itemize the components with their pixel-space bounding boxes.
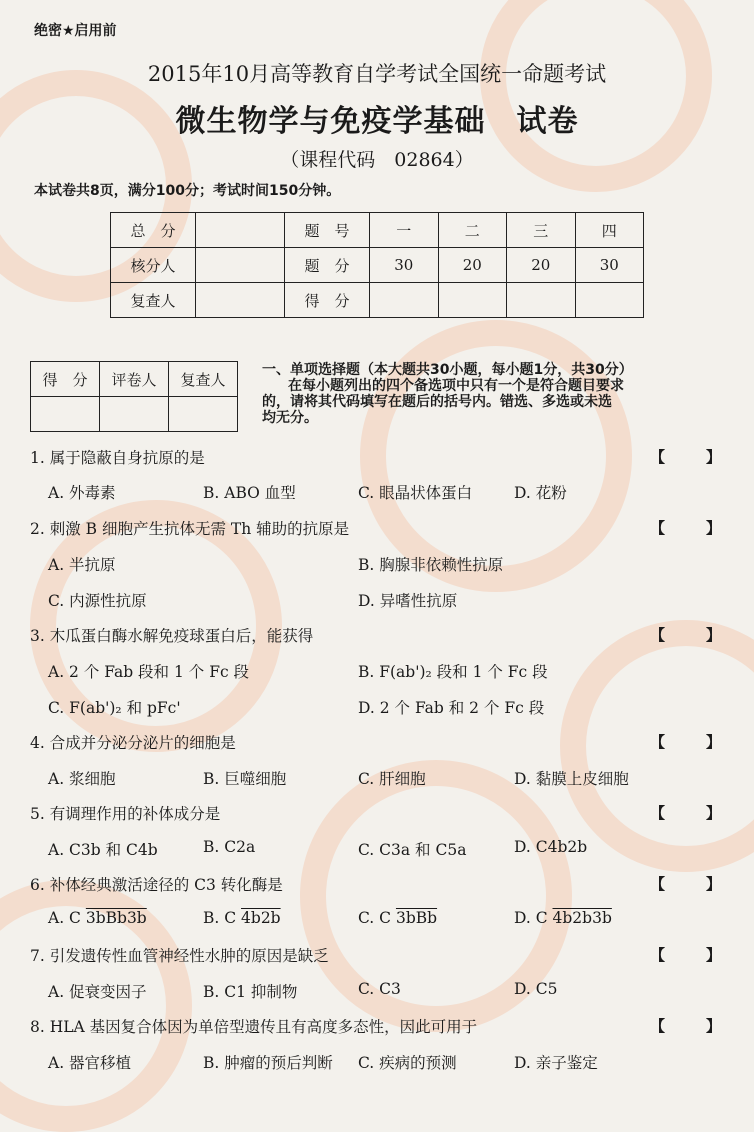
table-cell [507, 283, 576, 318]
question-stem: 6. 补体经典激活途径的 C3 转化酶是 [30, 876, 283, 894]
option-label: D. C4b2b [514, 838, 588, 856]
table-cell: 20 [438, 248, 507, 283]
option-label: B. 肿瘤的预后判断 [203, 1054, 333, 1072]
option-label: C. F(ab')₂ 和 pFc' [48, 699, 181, 717]
option-label: C. C3a 和 C5a [358, 841, 467, 859]
paper-title: 微生物学与免疫学基础 试卷 [175, 104, 579, 139]
option-item [48, 909, 147, 927]
option-item [514, 481, 567, 503]
option-label: A. 半抗原 [48, 556, 116, 574]
option-label: C. C [358, 909, 396, 927]
question-stem: 3. 木瓜蛋白酶水解免疫球蛋白后，能获得 [30, 627, 314, 645]
question-stem: 1. 属于隐蔽自身抗原的是 [30, 449, 205, 467]
option-item [514, 980, 557, 998]
option-item [48, 980, 147, 1002]
answer-bracket-close: 】 [706, 875, 722, 893]
option-item [203, 481, 296, 503]
option-item [514, 838, 587, 856]
table-row [31, 362, 238, 397]
option-label: B. C1 抑制物 [203, 983, 298, 1001]
option-item [48, 696, 181, 718]
table-cell [31, 397, 100, 432]
option-item [203, 838, 255, 856]
answer-bracket-close: 】 [706, 733, 722, 751]
table-cell: 得 分 [285, 283, 370, 318]
option-label: A. 2 个 Fab 段和 1 个 Fc 段 [48, 663, 250, 681]
option-label: B. F(ab')₂ 段和 1 个 Fc 段 [358, 663, 548, 681]
section-instructions [262, 362, 633, 426]
option-label: C. 疾病的预测 [358, 1054, 457, 1072]
table-cell: 30 [370, 248, 439, 283]
option-label: B. C [203, 909, 242, 927]
option-item [48, 589, 147, 611]
option-label: B. C2a [203, 838, 256, 856]
option-label: D. 花粉 [514, 484, 567, 502]
option-item [203, 909, 281, 927]
overline-complex: 3bBb [395, 909, 438, 927]
option-label: D. 异嗜性抗原 [358, 592, 458, 610]
table-row [111, 213, 644, 248]
watermark-ring [360, 320, 632, 592]
table-cell: 复查人 [169, 362, 238, 397]
option-item [48, 660, 249, 682]
table-cell: 总 分 [111, 213, 196, 248]
score-table [110, 212, 644, 318]
table-cell [575, 283, 644, 318]
table-cell [370, 283, 439, 318]
table-row [111, 283, 644, 318]
grader-table [30, 361, 238, 432]
answer-bracket-open: 【 [650, 1017, 666, 1035]
option-label: D. 亲子鉴定 [514, 1054, 598, 1072]
overline-complex: 4b2b3b [552, 909, 612, 927]
option-item [358, 589, 457, 611]
answer-bracket-close: 】 [706, 519, 722, 537]
option-label: A. 外毒素 [48, 484, 116, 502]
option-item [358, 980, 401, 998]
option-label: C. C3 [358, 980, 401, 998]
course-code: （课程代码 02864） [280, 149, 474, 171]
exam-title: 2015年10月高等教育自学考试全国统一命题考试 [147, 62, 607, 86]
section-line: 在每小题列出的四个备选项中只有一个是符合题目要求 [288, 378, 624, 394]
option-item [48, 767, 116, 789]
option-label: C. 内源性抗原 [48, 592, 147, 610]
table-cell: 20 [507, 248, 576, 283]
answer-bracket-open: 【 [650, 626, 666, 644]
table-cell: 得 分 [31, 362, 100, 397]
option-item [358, 909, 437, 927]
answer-bracket-open: 【 [650, 733, 666, 751]
option-label: A. C3b 和 C4b [48, 841, 158, 859]
option-item [358, 1051, 457, 1073]
option-item [514, 909, 612, 927]
answer-bracket-open: 【 [650, 804, 666, 822]
option-item [358, 481, 472, 503]
table-cell: 题 分 [285, 248, 370, 283]
option-label: B. 巨噬细胞 [203, 770, 287, 788]
answer-bracket-open: 【 [650, 448, 666, 466]
confidential-mark: 绝密★启用前 [34, 23, 117, 39]
option-item [358, 838, 466, 860]
table-cell [438, 283, 507, 318]
table-row [111, 248, 644, 283]
option-item [48, 481, 116, 503]
option-label: A. 促衰变因子 [48, 983, 147, 1001]
table-cell: 二 [438, 213, 507, 248]
table-cell: 评卷人 [100, 362, 169, 397]
section-line: 的，请将其代码填写在题后的括号内。错选、多选或未选 [262, 394, 612, 410]
question-stem: 8. HLA 基因复合体因为单倍型遗传且有高度多态性，因此可用于 [30, 1018, 478, 1036]
answer-bracket-close: 】 [706, 448, 722, 466]
table-row [31, 397, 238, 432]
option-label: A. C [48, 909, 86, 927]
table-cell: 核分人 [111, 248, 196, 283]
question-stem: 5. 有调理作用的补体成分是 [30, 805, 221, 823]
option-item [48, 553, 116, 575]
option-label: D. C [514, 909, 553, 927]
option-item [203, 980, 297, 1002]
question-stem: 4. 合成并分泌分泌片的细胞是 [30, 734, 236, 752]
option-label: D. C5 [514, 980, 558, 998]
option-label: D. 黏膜上皮细胞 [514, 770, 629, 788]
option-label: B. 胸腺非依赖性抗原 [358, 556, 504, 574]
answer-bracket-close: 】 [706, 1017, 722, 1035]
option-label: C. 肝细胞 [358, 770, 426, 788]
answer-bracket-close: 】 [706, 626, 722, 644]
table-cell: 三 [507, 213, 576, 248]
exam-info: 本试卷共8页，满分100分；考试时间150分钟。 [34, 183, 341, 199]
option-label: A. 浆细胞 [48, 770, 116, 788]
question-stem: 7. 引发遗传性血管神经性水肿的原因是缺乏 [30, 947, 329, 965]
overline-complex: 4b2b [241, 909, 281, 927]
option-item [358, 553, 503, 575]
option-label: A. 器官移植 [48, 1054, 132, 1072]
answer-bracket-open: 【 [650, 875, 666, 893]
option-item [514, 767, 629, 789]
table-cell: 四 [575, 213, 644, 248]
answer-bracket-open: 【 [650, 519, 666, 537]
answer-bracket-open: 【 [650, 946, 666, 964]
question-stem: 2. 刺激 B 细胞产生抗体无需 Th 辅助的抗原是 [30, 520, 350, 538]
table-cell: 题 号 [285, 213, 370, 248]
table-cell [196, 248, 285, 283]
table-cell [196, 213, 285, 248]
option-item [358, 767, 426, 789]
section-heading: 一、单项选择题（本大题共30小题，每小题1分，共30分） [262, 362, 633, 378]
answer-bracket-close: 】 [706, 946, 722, 964]
table-cell [169, 397, 238, 432]
overline-complex: 3bBb3b [85, 909, 147, 927]
table-cell: 复查人 [111, 283, 196, 318]
table-cell: 一 [370, 213, 439, 248]
option-item [358, 696, 544, 718]
table-cell [100, 397, 169, 432]
option-item [358, 660, 548, 682]
option-item [203, 767, 286, 789]
option-label: C. 眼晶状体蛋白 [358, 484, 473, 502]
option-label: D. 2 个 Fab 和 2 个 Fc 段 [358, 699, 545, 717]
option-item [203, 1051, 333, 1073]
table-cell: 30 [575, 248, 644, 283]
answer-bracket-close: 】 [706, 804, 722, 822]
option-item [514, 1051, 598, 1073]
option-item [48, 838, 158, 860]
option-label: B. ABO 血型 [203, 484, 296, 502]
table-cell [196, 283, 285, 318]
section-line: 均无分。 [262, 410, 318, 426]
option-item [48, 1051, 131, 1073]
